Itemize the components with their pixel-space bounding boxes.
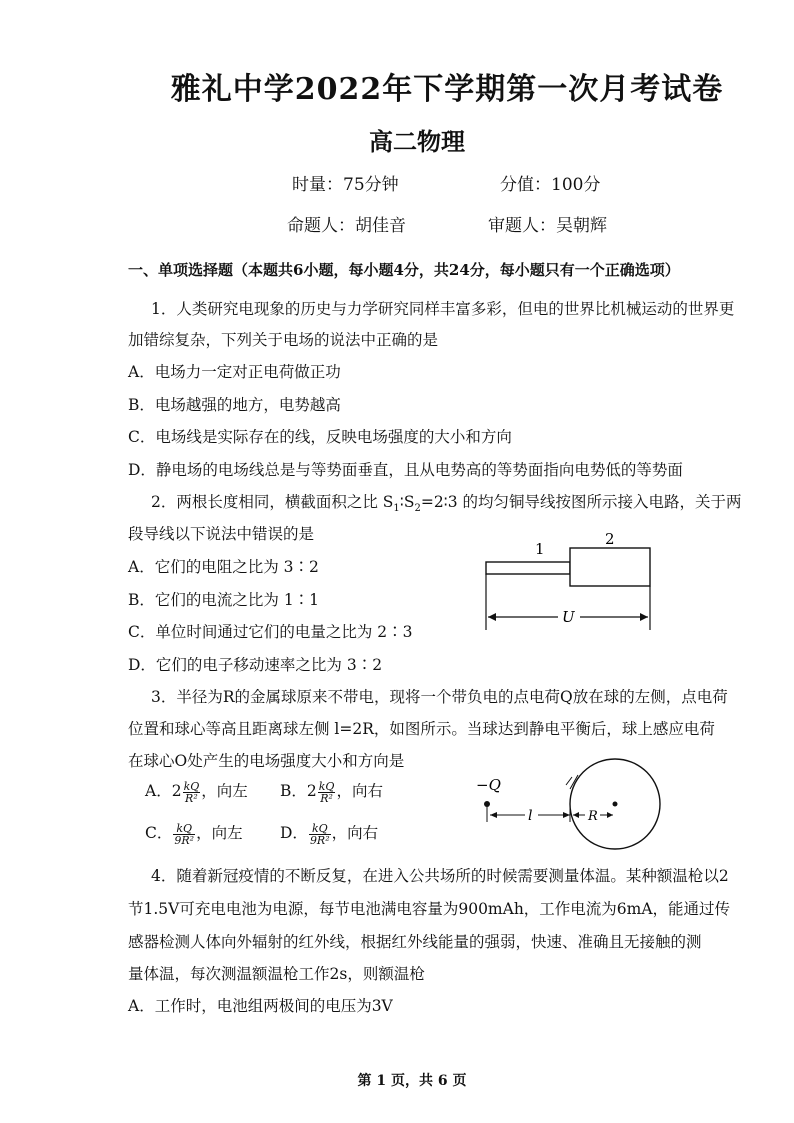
q2-option-d: D．它们的电子移动速率之比为 3∶2: [128, 656, 383, 674]
q3-stem-line3: 在球心O处产生的电场强度大小和方向是: [128, 752, 405, 770]
q3-stem-line2: 位置和球心等高且距离球左侧 l=2R，如图所示。当球达到静电平衡后，球上感应电荷: [128, 720, 715, 738]
wire2-label: 2: [605, 530, 615, 548]
q1-option-c: C．电场线是实际存在的线，反映电场强度的大小和方向: [128, 428, 512, 446]
fraction: $\frac{kQ}{\text{R²}}$: [318, 779, 335, 805]
exam-reviewer: 审题人：吴朝辉: [488, 216, 607, 236]
q4-stem-line3: 感器检测人体向外辐射的红外线，根据红外线能量的强弱，快速、准确且无接触的测: [128, 933, 702, 951]
radius-label: R: [588, 809, 598, 824]
distance-label: l: [528, 808, 533, 824]
q2-option-c: C．单位时间通过它们的电量之比为 2∶3: [128, 623, 413, 641]
q2-wire-diagram: [480, 522, 670, 632]
fraction: $\frac{kQ}{\text{R²}}$: [183, 779, 200, 805]
voltage-label: U: [562, 608, 575, 626]
q4-stem-line1: 4．随着新冠疫情的不断反复，在进入公共场所的时候需要测量体温。某种额温枪以2: [151, 867, 729, 885]
page-number: 第 1 页，共 6 页: [357, 1073, 467, 1089]
q3-stem-line1: 3．半径为R的金属球原来不带电，现将一个带负电的点电荷Q放在球的左侧，点电荷: [151, 688, 728, 706]
q2-stem-line1: 2．两根长度相同，横截面积之比 $S_1∶S_2=2∶3$ 的均匀铜导线按图所示接入电路，关于两: [151, 493, 742, 515]
exam-subject: 高二物理: [369, 127, 465, 156]
exam-time: 时量：75分钟: [292, 175, 399, 195]
u-arrowhead-left: [488, 613, 496, 621]
q1-option-d: D．静电场的电场线总是与等势面垂直，且从电势高的等势面指向电势低的等势面: [128, 461, 683, 479]
q2-option-a: A．它们的电阻之比为 3∶2: [128, 558, 319, 576]
q3-option-c: C． $\frac{kQ}{\text{9R²}}$ ，向左: [145, 821, 243, 847]
l-arrowhead-left: [490, 812, 497, 818]
wire1-label: 1: [535, 540, 545, 558]
charge-label: −Q: [476, 776, 501, 794]
u-arrowhead-right: [640, 613, 648, 621]
r-arrowhead-right: [607, 812, 613, 818]
q1-stem-line1: 1．人类研究电现象的历史与力学研究同样丰富多彩，但电的世界比机械运动的世界更: [151, 300, 735, 318]
q4-stem-line2: 节1.5V可充电电池为电源，每节电池满电容量为900mAh，工作电流为6mA，能通过传: [128, 900, 731, 918]
wire1-rect: [486, 562, 570, 574]
l-arrowhead-right: [563, 812, 570, 818]
q2-option-b: B．它们的电流之比为 1∶1: [128, 591, 320, 609]
sphere-center: [613, 802, 618, 807]
q1-stem-line2: 加错综复杂，下列关于电场的说法中正确的是: [128, 331, 439, 349]
q3-sphere-diagram: [470, 742, 690, 867]
section-heading: 一、单项选择题（本题共6小题，每小题4分，共24分，每小题只有一个正确选项）: [128, 261, 680, 279]
q4-stem-line4: 量体温，每次测温额温枪工作2s，则额温枪: [128, 965, 425, 983]
q2-stem-line2: 段导线以下说法中错误的是: [128, 525, 315, 543]
q4-option-a: A．工作时，电池组两极间的电压为3V: [128, 997, 393, 1015]
q3-option-b: B．2 $\frac{kQ}{\text{R²}}$ ，向右: [280, 779, 383, 805]
wire2-rect: [570, 548, 650, 586]
fraction: $\frac{kQ}{\text{9R²}}$: [309, 821, 330, 847]
q1-option-b: B．电场越强的地方，电势越高: [128, 396, 341, 414]
q1-option-a: A．电场力一定对正电荷做正功: [128, 363, 341, 381]
fraction: $\frac{kQ}{\text{9R²}}$: [174, 821, 195, 847]
r-arrowhead-left: [573, 812, 579, 818]
exam-title: 雅礼中学2022年下学期第一次月考试卷: [170, 72, 724, 107]
q3-option-a: A．2 $\frac{kQ}{\text{R²}}$ ，向左: [145, 779, 248, 805]
q3-option-d: D． $\frac{kQ}{\text{9R²}}$ ，向右: [280, 821, 379, 847]
exam-author: 命题人：胡佳音: [287, 216, 406, 236]
exam-score: 分值：100分: [500, 175, 601, 195]
